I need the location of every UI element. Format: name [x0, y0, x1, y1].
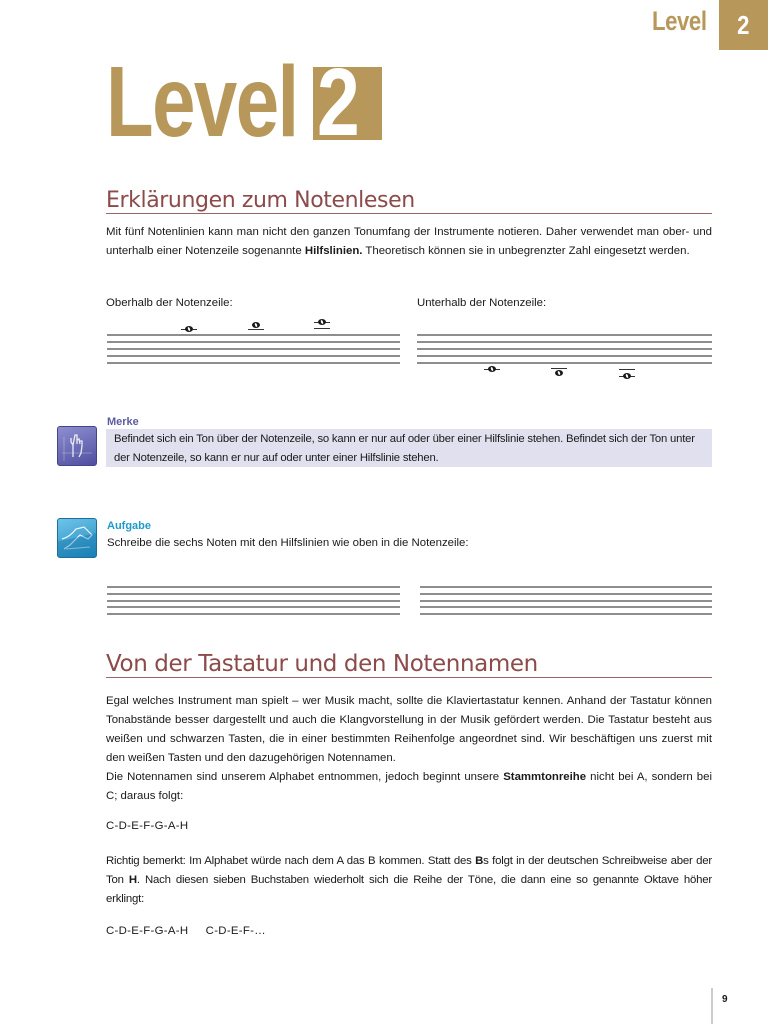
section-heading-tastatur: Von der Tastatur und den Notennamen	[106, 653, 712, 678]
exercise-staff-left[interactable]	[107, 586, 400, 616]
exercise-staff-right[interactable]	[420, 586, 712, 616]
bold-term: H	[128, 874, 137, 886]
section1-paragraph	[106, 223, 712, 261]
staff-line	[417, 362, 712, 364]
staff-line	[420, 613, 712, 615]
staff-line	[107, 600, 400, 602]
whole-note-two-ledgers	[316, 319, 328, 325]
staff-line	[417, 341, 712, 343]
text-run: nicht bei A, sondern bei C; daraus folgt:	[106, 771, 712, 802]
aufgabe-text: Schreibe die sechs Noten mit den Hilfslinien wie oben in die Notenzeile:	[107, 537, 469, 549]
pointing-hand-icon	[57, 426, 97, 466]
writing-hand-icon	[57, 518, 97, 558]
aufgabe-label: Aufgabe	[107, 520, 151, 532]
note-head	[555, 370, 563, 376]
corner-level-badge	[719, 0, 768, 50]
ledger-line	[248, 329, 264, 330]
page-title: Level	[106, 46, 298, 158]
above-staff-label: Oberhalb der Notenzeile:	[106, 297, 233, 309]
below-staff-label: Unterhalb der Notenzeile:	[417, 297, 547, 309]
text-run: . Nach diesen sieben Buchstaben wiederholt sich die Reihe der Töne, die dann eine so genannte Oktave höher erklingt:	[106, 874, 712, 905]
staff-line	[107, 593, 400, 595]
page-number-divider	[711, 988, 713, 1024]
note-head	[623, 373, 631, 379]
staff-line	[107, 355, 400, 357]
merke-text: Befindet sich ein Ton über der Notenzeile, so kann er nur auf oder über einer Hilfslinie stehen. Befindet sich der Ton unter der Notenzeile, so kann er nur auf oder unter einer Hilfslinie stehen.	[114, 433, 695, 464]
staff-line	[420, 606, 712, 608]
page-title-number: 2	[317, 67, 360, 140]
whole-note-ledger-through	[183, 326, 195, 332]
corner-level-label: Level	[652, 6, 707, 36]
whole-note-ledger-through	[486, 366, 498, 372]
staff-line	[420, 600, 712, 602]
note-head	[318, 319, 326, 325]
corner-level-number: 2	[737, 9, 750, 40]
staff-line	[107, 613, 400, 615]
staff-line	[107, 334, 400, 336]
text-run: Richtig bemerkt: Im Alphabet würde nach dem A das B kommen. Statt des	[106, 855, 476, 867]
staff-line	[107, 348, 400, 350]
section2-paragraph-2	[106, 768, 712, 806]
staff-line	[107, 586, 400, 588]
note-sequence-1: C-D-E-F-G-A-H	[106, 820, 189, 832]
page-number: 9	[722, 994, 728, 1005]
ledger-line	[314, 328, 330, 329]
note-head	[252, 322, 260, 328]
text-run: Mit fünf Notenlinien kann man nicht den ganzen Tonumfang der Instrumente notieren. Daher verwendet man ober- und unterhalb einer Notenzeile sogenannte	[106, 226, 712, 257]
staff-line	[107, 606, 400, 608]
section-heading-notenlesen: Erklärungen zum Notenlesen	[106, 190, 712, 214]
text-run: s folgt in der deutschen Schreibweise aber der Ton	[106, 855, 712, 886]
note-sequence-2: C-D-E-F-G-A-H C-D-E-F-…	[106, 925, 266, 937]
staff-line	[420, 586, 712, 588]
bold-term: Hilfslinien.	[304, 245, 363, 257]
staff-above-example	[107, 334, 400, 364]
whole-note-two-ledgers	[621, 373, 633, 379]
text-run: Die Notennamen sind unserem Alphabet entnommen, jedoch beginnt unsere	[106, 771, 504, 783]
whole-note-ledger-below	[250, 322, 262, 328]
text-run: Theoretisch können sie in unbegrenzter Zahl eingesetzt werden.	[362, 245, 690, 257]
staff-line	[420, 593, 712, 595]
staff-line	[417, 348, 712, 350]
ledger-line	[619, 369, 635, 370]
section2-paragraph-3	[106, 852, 712, 909]
staff-line	[417, 334, 712, 336]
staff-line	[417, 355, 712, 357]
section2-paragraph-1: Egal welches Instrument man spielt – wer Musik macht, sollte die Klaviertastatur kennen. Anhand der Tastatur können Tonabstände besser dargestellt und auch die Klangvorstellung in der Musik gefördert werden. Die Tastatur besteht aus weißen und schwarzen Tasten, die in einer bestimmten Reihenfolge angeordnet sind. Wir beschäftigen uns zuerst mit den weißen Tasten und den dazugehörigen Notennamen.	[106, 695, 712, 764]
bold-term: Stammtonreihe	[503, 771, 587, 783]
note-head	[488, 366, 496, 372]
staff-line	[107, 362, 400, 364]
merke-label: Merke	[107, 416, 139, 428]
page-title-number-badge	[313, 67, 382, 140]
bold-term: B	[475, 855, 484, 867]
staff-below-example	[417, 334, 712, 364]
staff-line	[107, 341, 400, 343]
whole-note-ledger-above	[553, 370, 565, 376]
note-head	[185, 326, 193, 332]
